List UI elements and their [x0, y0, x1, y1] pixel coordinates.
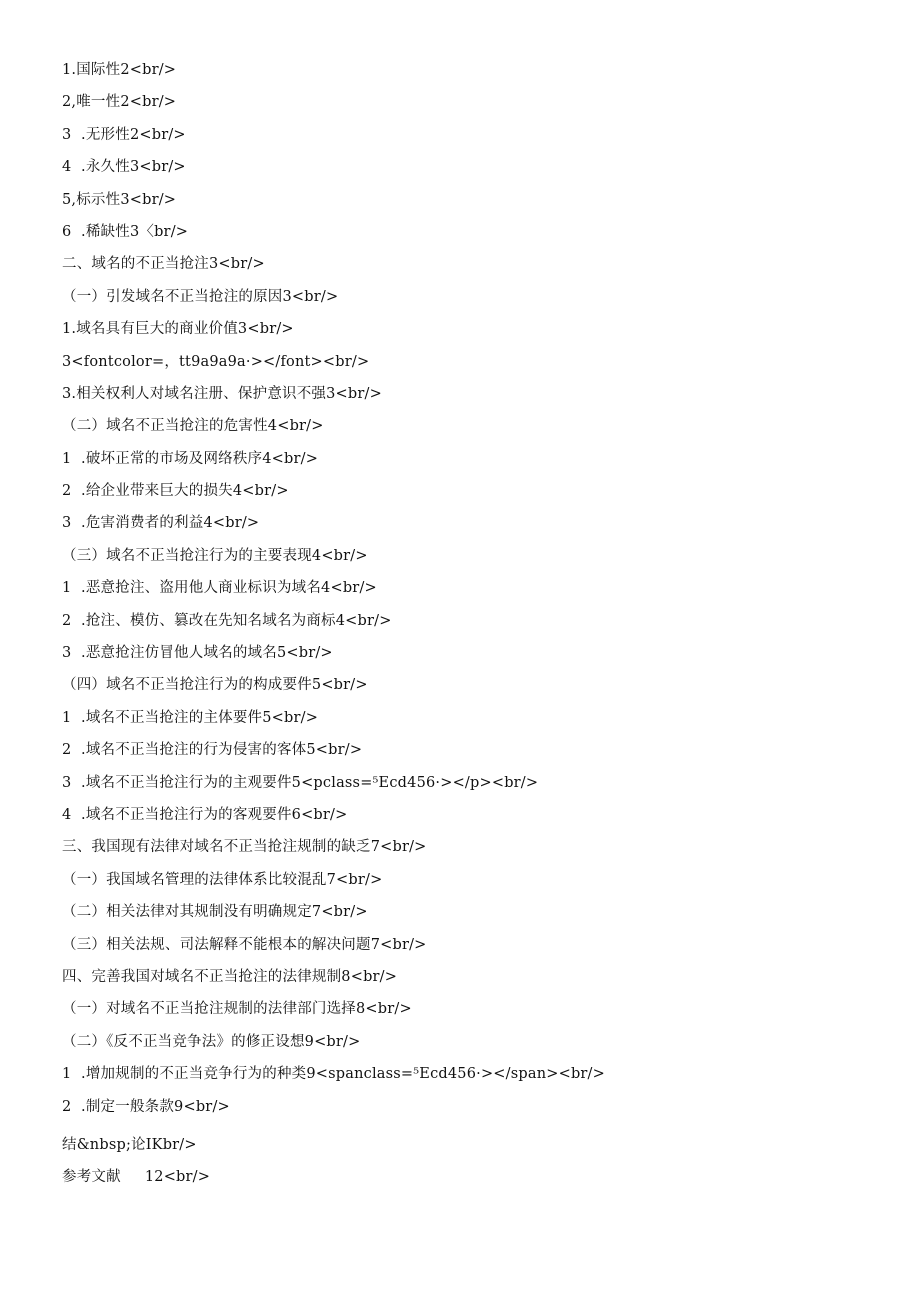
- toc-line: 二、域名的不正当抢注3<br/>: [62, 256, 265, 273]
- toc-line: 2 .给企业带来巨大的损失4<br/>: [62, 483, 289, 500]
- toc-line: 2 .域名不正当抢注的行为侵害的客体5<br/>: [62, 742, 363, 759]
- toc-line: 参考文献 12<br/>: [62, 1168, 211, 1185]
- toc-line: 四、完善我国对域名不正当抢注的法律规制8<br/>: [62, 968, 398, 985]
- toc-line: 1.国际性2<br/>: [62, 62, 177, 78]
- toc-line: 3 .无形性2<br/>: [62, 126, 186, 143]
- table-of-contents: [62, 58, 882, 1197]
- toc-line: 4 .域名不正当抢注行为的客观要件6<br/>: [62, 806, 348, 823]
- toc-line: 3<fontcolor=，tt9a9a9a·></font><br/>: [62, 353, 370, 370]
- toc-line: （三）相关法规、司法解释不能根本的解决问题7<br/>: [62, 936, 427, 953]
- toc-line: 6 .稀缺性3〈br/>: [62, 223, 189, 240]
- toc-line: 1 .增加规制的不正当竞争行为的种类9<spanclass=⁵Ecd456·></span><br/>: [62, 1066, 605, 1083]
- toc-line: （二）《反不正当竞争法》的修正设想9<br/>: [62, 1033, 361, 1050]
- toc-line: 三、我国现有法律对域名不正当抢注规制的缺乏7<br/>: [62, 839, 427, 856]
- toc-line: 2,唯一性2<br/>: [62, 94, 177, 111]
- toc-line: 3 .恶意抢注仿冒他人域名的域名5<br/>: [62, 645, 333, 662]
- toc-line: 1.域名具有巨大的商业价值3<br/>: [62, 321, 294, 338]
- toc-line: （二）相关法律对其规制没有明确规定7<br/>: [62, 904, 368, 921]
- toc-line: 1 .破坏正常的市场及网络秩序4<br/>: [62, 450, 319, 467]
- toc-line: 1 .域名不正当抢注的主体要件5<br/>: [62, 709, 319, 726]
- toc-line: 3 .危害消费者的利益4<br/>: [62, 515, 260, 532]
- toc-line: 1 .恶意抢注、盗用他人商业标识为域名4<br/>: [62, 580, 377, 597]
- toc-line: 2 .抢注、模仿、篡改在先知名域名为商标4<br/>: [62, 612, 392, 629]
- toc-line: （一）我国域名管理的法律体系比较混乱7<br/>: [62, 871, 383, 888]
- toc-line: 3.相关权利人对域名注册、保护意识不强3<br/>: [62, 385, 382, 402]
- toc-line: 结&nbsp;论IKbr/>: [62, 1136, 197, 1153]
- toc-line: 4 .永久性3<br/>: [62, 159, 186, 176]
- toc-line: 2 .制定一般条款9<br/>: [62, 1098, 230, 1115]
- toc-line: （二）域名不正当抢注的危害性4<br/>: [62, 418, 324, 435]
- toc-line: （一）引发域名不正当抢注的原因3<br/>: [62, 288, 339, 305]
- toc-line: 5,标示性3<br/>: [62, 191, 177, 208]
- toc-line: （一）对域名不正当抢注规制的法律部门选择8<br/>: [62, 1001, 412, 1018]
- toc-line: 3 .域名不正当抢注行为的主观要件5<pclass=⁵Ecd456·></p><br/>: [62, 774, 539, 791]
- toc-line: （四）域名不正当抢注行为的构成要件5<br/>: [62, 677, 368, 694]
- toc-line: （三）域名不正当抢注行为的主要表现4<br/>: [62, 547, 368, 564]
